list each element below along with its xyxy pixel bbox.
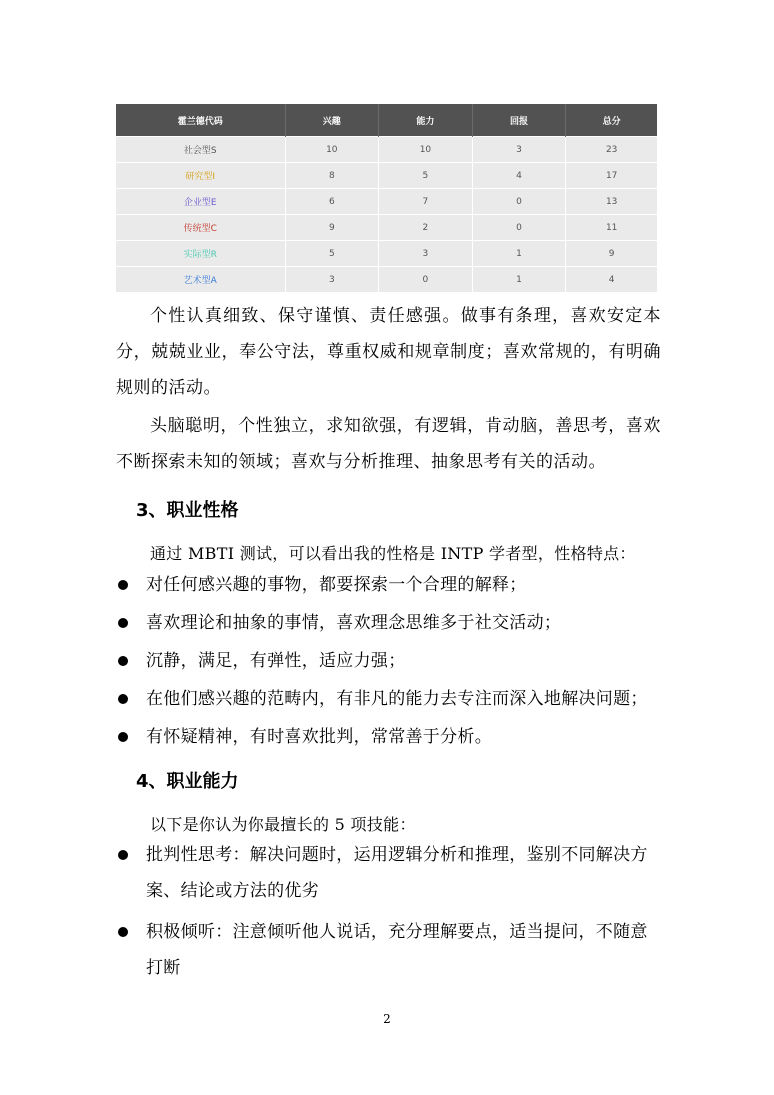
value-cell: 5 [379, 163, 473, 189]
value-cell: 11 [566, 215, 657, 241]
list-item [118, 567, 664, 603]
table-header-row [116, 104, 657, 137]
list-item [118, 914, 664, 986]
table-row [116, 241, 657, 267]
value-cell: 6 [285, 189, 379, 215]
holland-code-table [116, 104, 657, 292]
table-row [116, 163, 657, 189]
list-item-text: 喜欢理论和抽象的事情，喜欢理念思维多于社交活动； [146, 613, 562, 633]
bullet-dot-icon [118, 850, 128, 860]
bullet-dot-icon [118, 656, 128, 666]
code-cell: 研究型I [116, 163, 285, 189]
value-cell: 23 [566, 137, 657, 163]
value-cell: 3 [472, 137, 566, 163]
table-row [116, 137, 657, 163]
value-cell: 10 [379, 137, 473, 163]
bullet-dot-icon [118, 927, 128, 937]
list-item [118, 681, 664, 717]
table-row [116, 215, 657, 241]
header-total: 总分 [566, 104, 657, 137]
value-cell: 4 [472, 163, 566, 189]
list-item [118, 719, 664, 755]
list-item [118, 837, 664, 909]
table-row [116, 267, 657, 293]
value-cell: 0 [472, 189, 566, 215]
section4-intro: 以下是你认为你最擅长的 5 项技能： [150, 815, 416, 834]
code-cell: 艺术型A [116, 267, 285, 293]
header-reward: 回报 [472, 104, 566, 137]
value-cell: 3 [379, 241, 473, 267]
table-row [116, 189, 657, 215]
value-cell: 1 [472, 241, 566, 267]
value-cell: 0 [379, 267, 473, 293]
list-item [118, 643, 664, 679]
list-item-text: 有怀疑精神，有时喜欢批判，常常善于分析。 [146, 727, 492, 747]
value-cell: 5 [285, 241, 379, 267]
bullet-dot-icon [118, 618, 128, 628]
value-cell: 8 [285, 163, 379, 189]
value-cell: 10 [285, 137, 379, 163]
section3-intro: 通过 MBTI 测试，可以看出我的性格是 INTP 学者型，性格特点： [150, 544, 636, 563]
value-cell: 3 [285, 267, 379, 293]
list-item-text: 对任何感兴趣的事物，都要探索一个合理的解释； [146, 575, 527, 595]
value-cell: 4 [566, 267, 657, 293]
paragraph-1: 个性认真细致、保守谨慎、责任感强。做事有条理，喜欢安定本分，兢兢业业，奉公守法，尊重权威和规章制度；喜欢常规的，有明确规则的活动。 [116, 306, 661, 398]
code-cell: 企业型E [116, 189, 285, 215]
list-item-text: 沉静，满足，有弹性，适应力强； [146, 651, 406, 671]
code-cell: 实际型R [116, 241, 285, 267]
section4-heading: 4、职业能力 [136, 771, 239, 792]
list-item [118, 605, 664, 641]
header-code: 霍兰德代码 [116, 104, 285, 137]
value-cell: 9 [285, 215, 379, 241]
page-number: 2 [383, 1012, 391, 1026]
value-cell: 9 [566, 241, 657, 267]
list-item-text: 在他们感兴趣的范畴内，有非凡的能力去专注而深入地解决问题； [146, 689, 648, 709]
value-cell: 2 [379, 215, 473, 241]
value-cell: 7 [379, 189, 473, 215]
value-cell: 13 [566, 189, 657, 215]
bullet-dot-icon [118, 732, 128, 742]
code-cell: 社会型S [116, 137, 285, 163]
header-ability: 能力 [379, 104, 473, 137]
section3-heading: 3、职业性格 [136, 500, 239, 521]
code-cell: 传统型C [116, 215, 285, 241]
list-item-text: 批判性思考：解决问题时，运用逻辑分析和推理，鉴别不同解决方案、结论或方法的优劣 [146, 845, 648, 901]
list-item-text: 积极倾听：注意倾听他人说话，充分理解要点，适当提问，不随意打断 [146, 922, 648, 978]
bullet-dot-icon [118, 580, 128, 590]
bullet-dot-icon [118, 694, 128, 704]
value-cell: 17 [566, 163, 657, 189]
value-cell: 1 [472, 267, 566, 293]
paragraph-2: 头脑聪明，个性独立，求知欲强，有逻辑，肯动脑，善思考，喜欢不断探索未知的领域；喜欢与分析推理、抽象思考有关的活动。 [116, 416, 661, 472]
value-cell: 0 [472, 215, 566, 241]
header-interest: 兴趣 [285, 104, 379, 137]
